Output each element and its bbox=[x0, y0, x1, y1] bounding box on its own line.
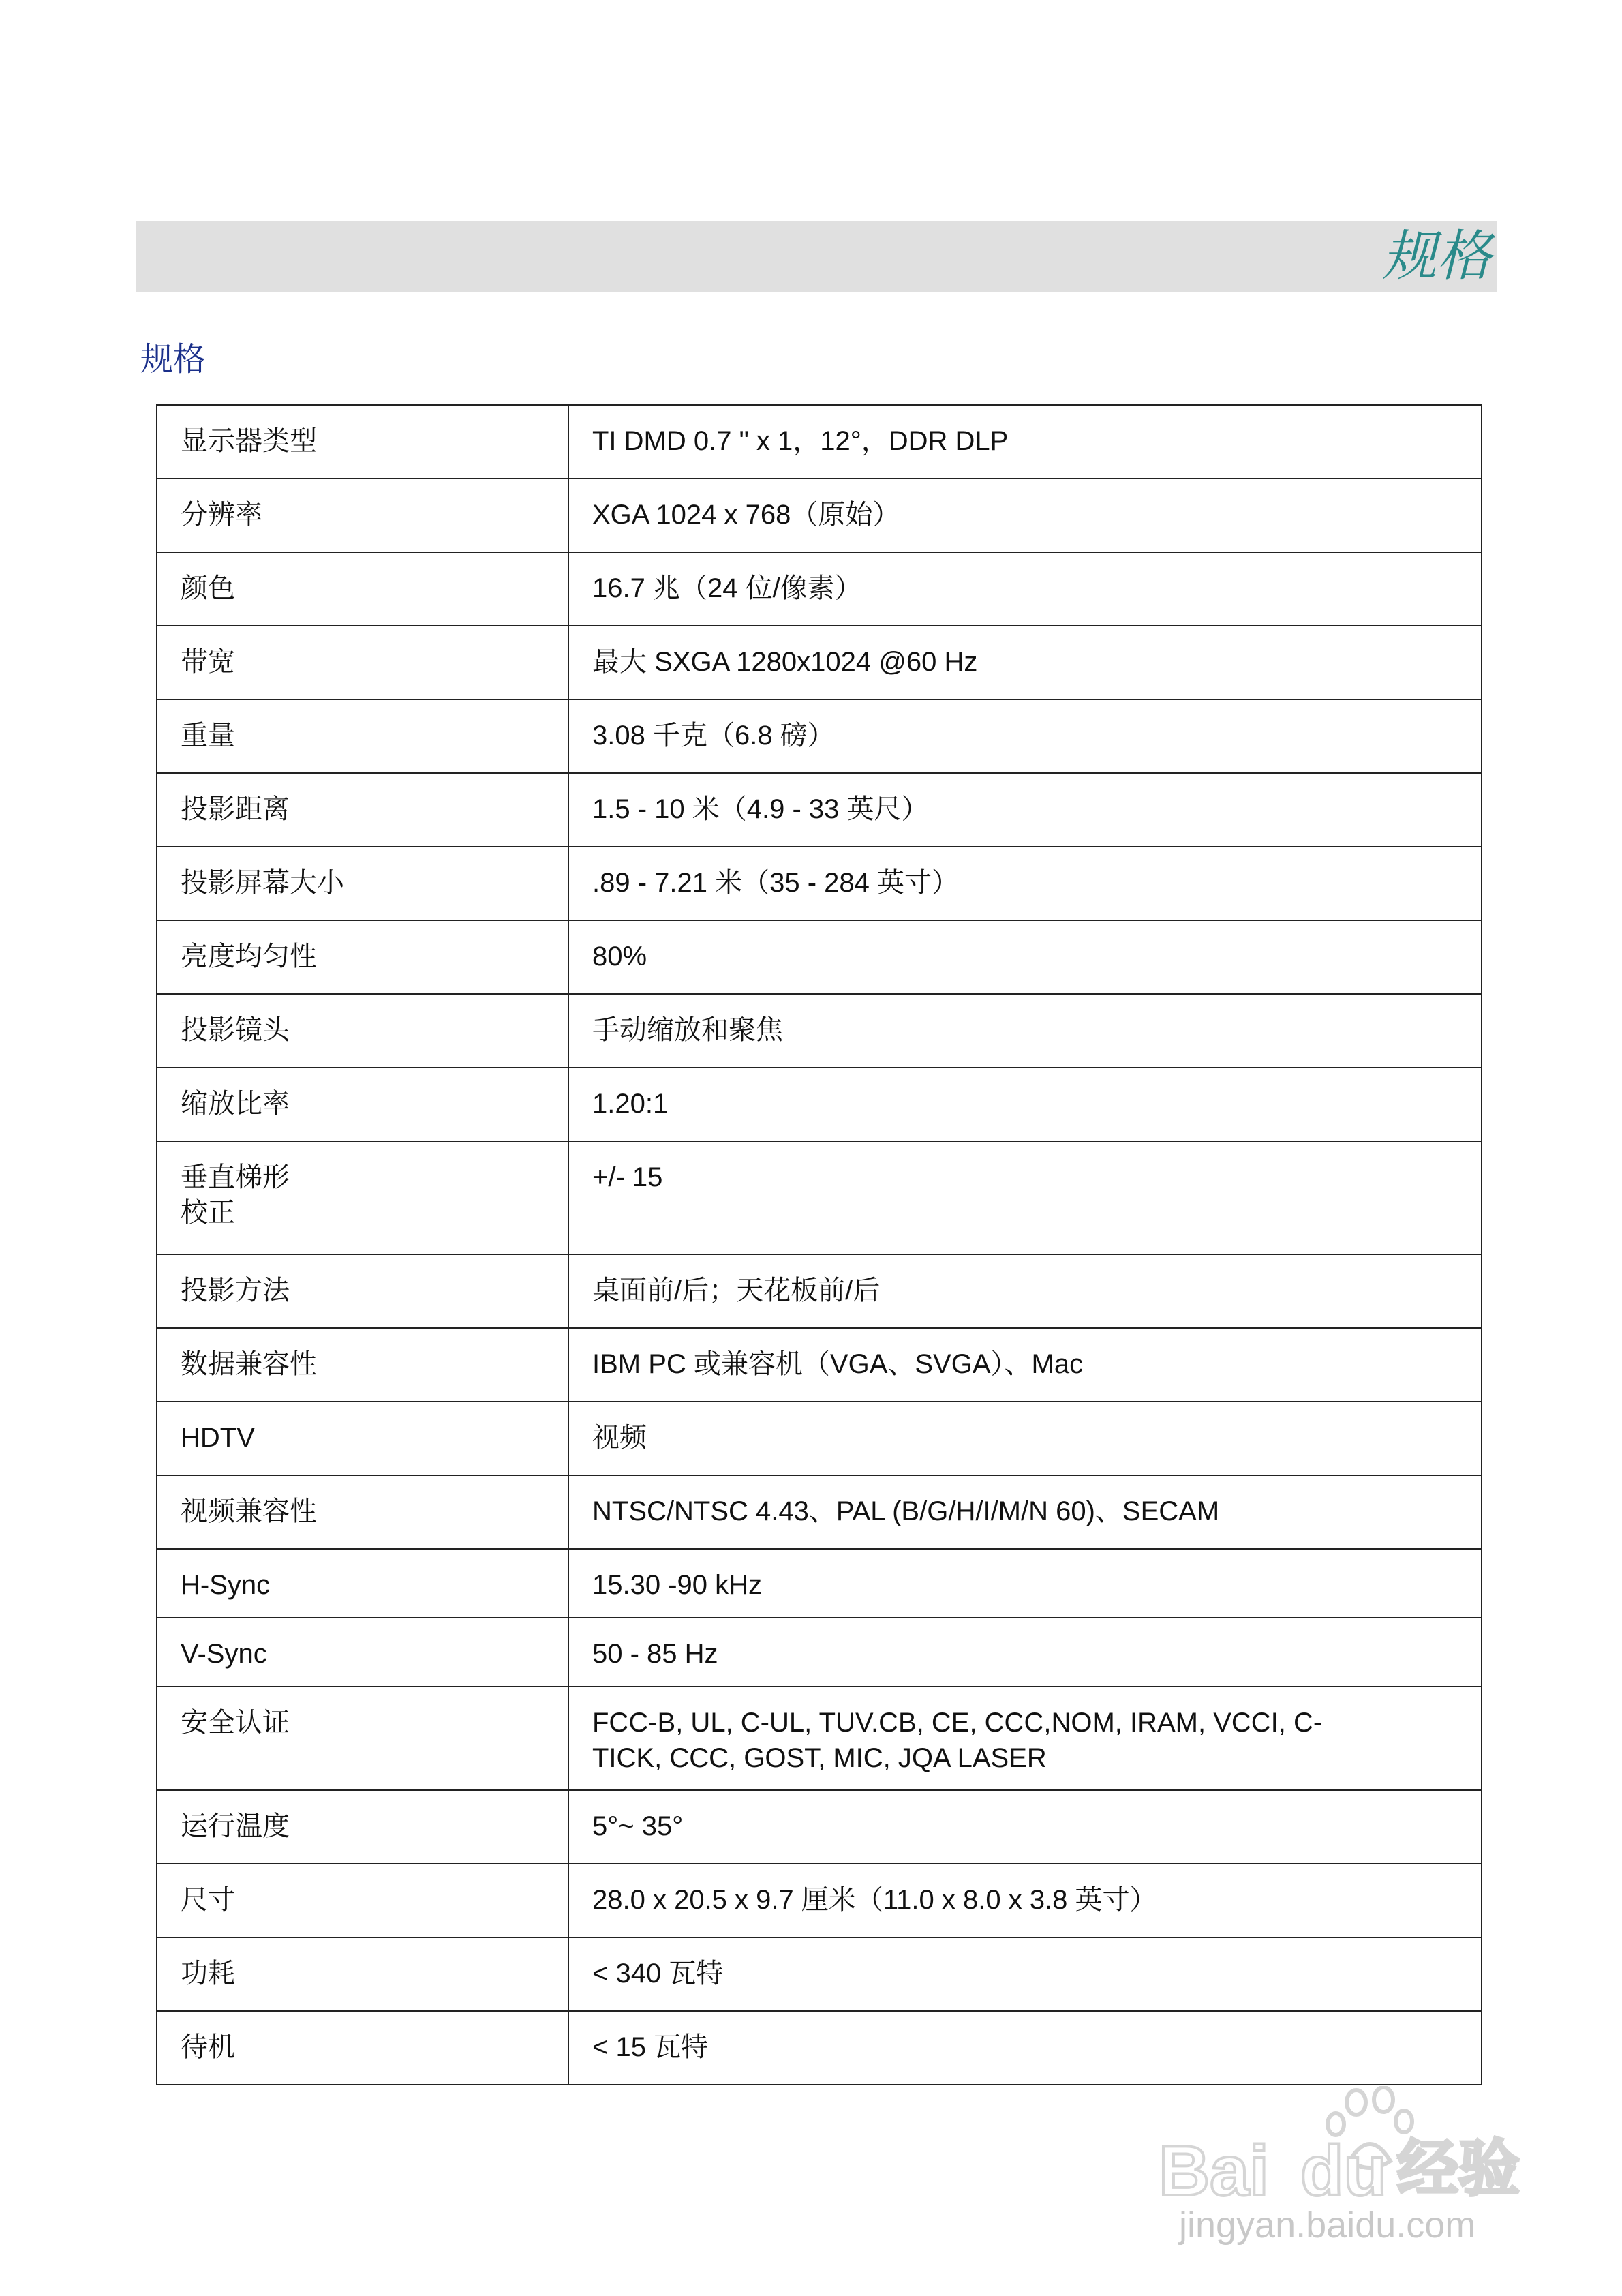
spec-label: 视频兼容性 bbox=[157, 1475, 568, 1549]
header-band bbox=[136, 221, 1497, 292]
spec-value: 手动缩放和聚焦 bbox=[568, 994, 1482, 1068]
spec-row bbox=[157, 2011, 1482, 2085]
spec-row bbox=[157, 1254, 1482, 1328]
spec-value: 3.08 千克（6.8 磅） bbox=[568, 699, 1482, 773]
spec-value: +/- 15 bbox=[568, 1141, 1482, 1254]
spec-row bbox=[157, 1864, 1482, 1937]
spec-value: TI DMD 0.7 " x 1，12°，DDR DLP bbox=[568, 405, 1482, 479]
spec-value: 1.5 - 10 米（4.9 - 33 英尺） bbox=[568, 773, 1482, 847]
spec-value: < 15 瓦特 bbox=[568, 2011, 1482, 2085]
spec-row bbox=[157, 1328, 1482, 1402]
spec-value: NTSC/NTSC 4.43、PAL (B/G/H/I/M/N 60)、SECAM bbox=[568, 1475, 1482, 1549]
spec-value: 28.0 x 20.5 x 9.7 厘米（11.0 x 8.0 x 3.8 英寸） bbox=[568, 1864, 1482, 1937]
spec-label: 显示器类型 bbox=[157, 405, 568, 479]
spec-row bbox=[157, 1687, 1482, 1790]
spec-label: HDTV bbox=[157, 1402, 568, 1475]
spec-label: 待机 bbox=[157, 2011, 568, 2085]
svg-text:jingyan.baidu.com: jingyan.baidu.com bbox=[1179, 2205, 1476, 2246]
spec-value: IBM PC 或兼容机（VGA、SVGA）、Mac bbox=[568, 1328, 1482, 1402]
spec-row bbox=[157, 1475, 1482, 1549]
spec-row bbox=[157, 847, 1482, 920]
spec-table-body bbox=[157, 405, 1482, 2085]
svg-text:经验: 经验 bbox=[1397, 2133, 1520, 2205]
spec-label: H-Sync bbox=[157, 1549, 568, 1618]
spec-row bbox=[157, 1402, 1482, 1475]
spec-value: 15.30 -90 kHz bbox=[568, 1549, 1482, 1618]
spec-label: 分辨率 bbox=[157, 479, 568, 552]
svg-text:du: du bbox=[1300, 2132, 1388, 2211]
spec-value: 最大 SXGA 1280x1024 @60 Hz bbox=[568, 626, 1482, 699]
spec-row bbox=[157, 1141, 1482, 1254]
spec-value: 桌面前/后；天花板前/后 bbox=[568, 1254, 1482, 1328]
spec-row bbox=[157, 405, 1482, 479]
spec-label: 颜色 bbox=[157, 552, 568, 626]
svg-text:Bai: Bai bbox=[1159, 2132, 1269, 2211]
spec-value: < 340 瓦特 bbox=[568, 1937, 1482, 2011]
spec-label: 投影距离 bbox=[157, 773, 568, 847]
spec-row bbox=[157, 552, 1482, 626]
header-title: 规格 bbox=[1382, 224, 1491, 288]
spec-row bbox=[157, 1790, 1482, 1864]
spec-row bbox=[157, 1068, 1482, 1141]
spec-value: .89 - 7.21 米（35 - 284 英寸） bbox=[568, 847, 1482, 920]
spec-label: 数据兼容性 bbox=[157, 1328, 568, 1402]
spec-label: 缩放比率 bbox=[157, 1068, 568, 1141]
spec-label: 投影屏幕大小 bbox=[157, 847, 568, 920]
spec-row bbox=[157, 920, 1482, 994]
spec-label: 带宽 bbox=[157, 626, 568, 699]
spec-label: 尺寸 bbox=[157, 1864, 568, 1937]
spec-value: 视频 bbox=[568, 1402, 1482, 1475]
spec-table bbox=[156, 404, 1482, 2085]
spec-value: 80% bbox=[568, 920, 1482, 994]
spec-value: FCC-B, UL, C-UL, TUV.CB, CE, CCC,NOM, IRAM, VCCI, C- TICK, CCC, GOST, MIC, JQA LASER bbox=[568, 1687, 1482, 1790]
spec-row bbox=[157, 479, 1482, 552]
spec-row bbox=[157, 1937, 1482, 2011]
spec-value: 50 - 85 Hz bbox=[568, 1618, 1482, 1687]
spec-row bbox=[157, 994, 1482, 1068]
spec-label: 垂直梯形 校正 bbox=[157, 1141, 568, 1254]
spec-row bbox=[157, 773, 1482, 847]
spec-label: 功耗 bbox=[157, 1937, 568, 2011]
spec-row bbox=[157, 626, 1482, 699]
baidu-jingyan-watermark bbox=[1152, 2086, 1533, 2250]
spec-row bbox=[157, 699, 1482, 773]
spec-value: 16.7 兆（24 位/像素） bbox=[568, 552, 1482, 626]
spec-label: 重量 bbox=[157, 699, 568, 773]
spec-value: XGA 1024 x 768（原始） bbox=[568, 479, 1482, 552]
spec-label: 运行温度 bbox=[157, 1790, 568, 1864]
spec-label: V-Sync bbox=[157, 1618, 568, 1687]
spec-row bbox=[157, 1549, 1482, 1618]
spec-label: 投影方法 bbox=[157, 1254, 568, 1328]
section-title: 规格 bbox=[140, 340, 206, 378]
spec-row bbox=[157, 1618, 1482, 1687]
spec-label: 亮度均匀性 bbox=[157, 920, 568, 994]
spec-label: 投影镜头 bbox=[157, 994, 568, 1068]
spec-value: 1.20:1 bbox=[568, 1068, 1482, 1141]
spec-value: 5°~ 35° bbox=[568, 1790, 1482, 1864]
spec-label: 安全认证 bbox=[157, 1687, 568, 1790]
